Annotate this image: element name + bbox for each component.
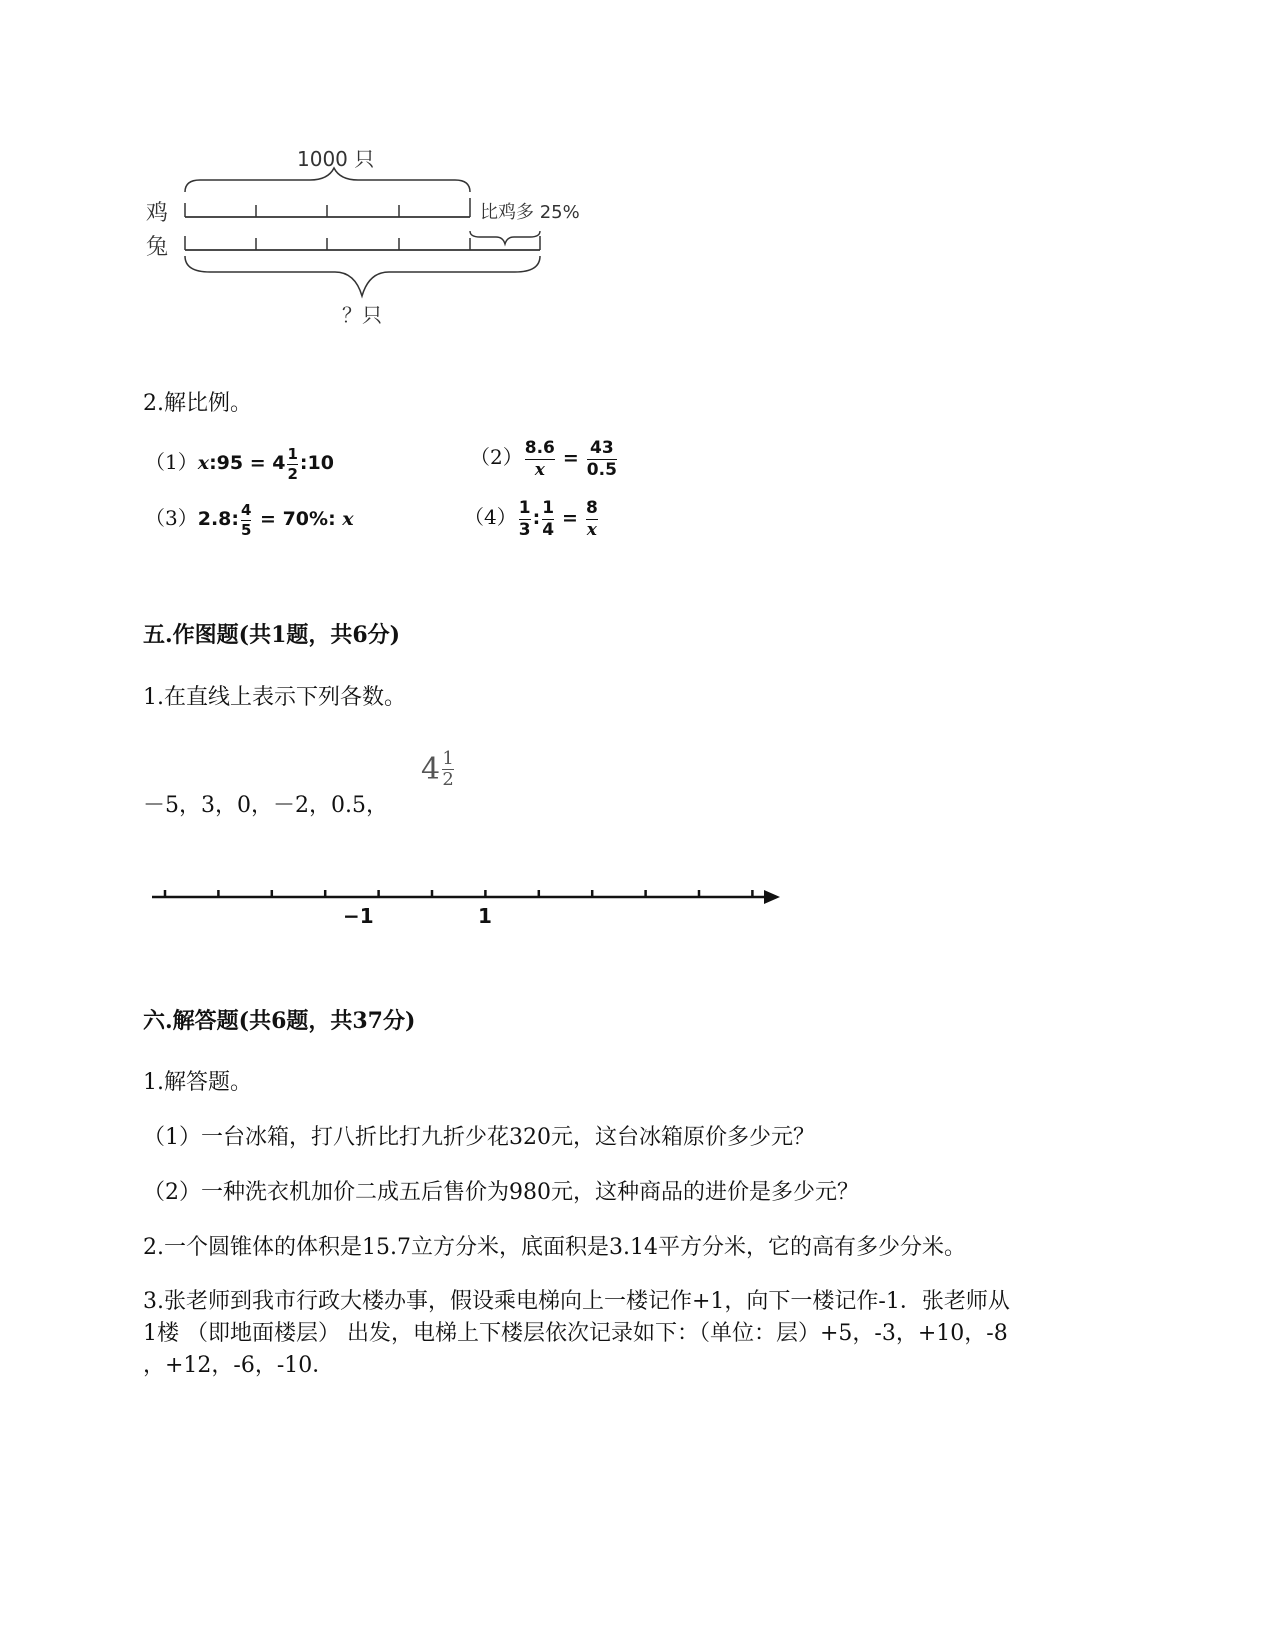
section6-q2: 2.一个圆锥体的体积是15.7立方分米，底面积是3.14平方分米，它的高有多少分米。	[143, 1235, 966, 1260]
extra-label: 比鸡多 25%	[480, 202, 580, 223]
chicken-rabbit-diagram	[140, 140, 600, 340]
proportion-1-label: （1）	[145, 450, 198, 474]
section6-q1-1: （1）一台冰箱，打八折比打九折少花320元，这台冰箱原价多少元？	[143, 1125, 815, 1150]
proportion-1: （1）x:95 = 4 $\frac{1}{2}$ :10	[145, 445, 334, 483]
row2-label: 兔	[146, 235, 169, 260]
proportion-2-label: （2）	[470, 445, 523, 469]
proportion-4-label: （4）	[464, 505, 517, 529]
section5-heading: 五.作图题(共1题，共6分)	[143, 622, 401, 648]
mixed-number: 4 1 2	[421, 748, 454, 790]
section5-q1: 1.在直线上表示下列各数。	[143, 685, 406, 710]
arrow-head-icon	[764, 890, 780, 904]
proportion-2: （2） $\frac{8.6}{x}$ = $\frac{43}{0.5}$	[470, 438, 617, 480]
proportion-3-label: （3）	[145, 506, 198, 530]
section6-q3-line3: ，+12，-6，-10．	[143, 1353, 335, 1378]
section6-q1-2: （2）一种洗衣机加价二成五后售价为980元，这种商品的进价是多少元？	[143, 1180, 859, 1205]
tick-label-neg1: −1	[343, 904, 374, 928]
row1-label: 鸡	[146, 201, 169, 226]
q2-title: 2.解比例。	[143, 391, 252, 416]
tick-label-pos1: 1	[478, 904, 492, 928]
bottom-brace	[185, 256, 540, 296]
top-brace	[185, 168, 470, 192]
numbers-list: －5，3，0，－2，0.5，	[143, 793, 388, 818]
extra-brace	[470, 231, 540, 244]
section6-q1: 1.解答题。	[143, 1070, 252, 1095]
top-label: 1000 只	[297, 147, 375, 171]
proportion-3: （3）2.8: $\frac{4}{5}$ = 70%: x	[145, 501, 354, 539]
section6-q3-line2: 1楼 （即地面楼层） 出发，电梯上下楼层依次记录如下：（单位：层）+5，-3，+10，-8	[143, 1321, 1008, 1346]
proportion-1-fraction: $\frac{1}{2}$	[287, 445, 298, 483]
section6-q3-line1: 3.张老师到我市行政大楼办事，假设乘电梯向上一楼记作+1，向下一楼记作-1．张老师从	[143, 1289, 1010, 1314]
proportion-4: （4） $\frac{1}{3}$ : $\frac{1}{4}$ = $\frac{8}{x}$	[464, 498, 598, 540]
bottom-label: ？只	[342, 303, 382, 327]
number-line	[140, 875, 800, 935]
section6-heading: 六.解答题(共6题，共37分)	[143, 1008, 416, 1034]
